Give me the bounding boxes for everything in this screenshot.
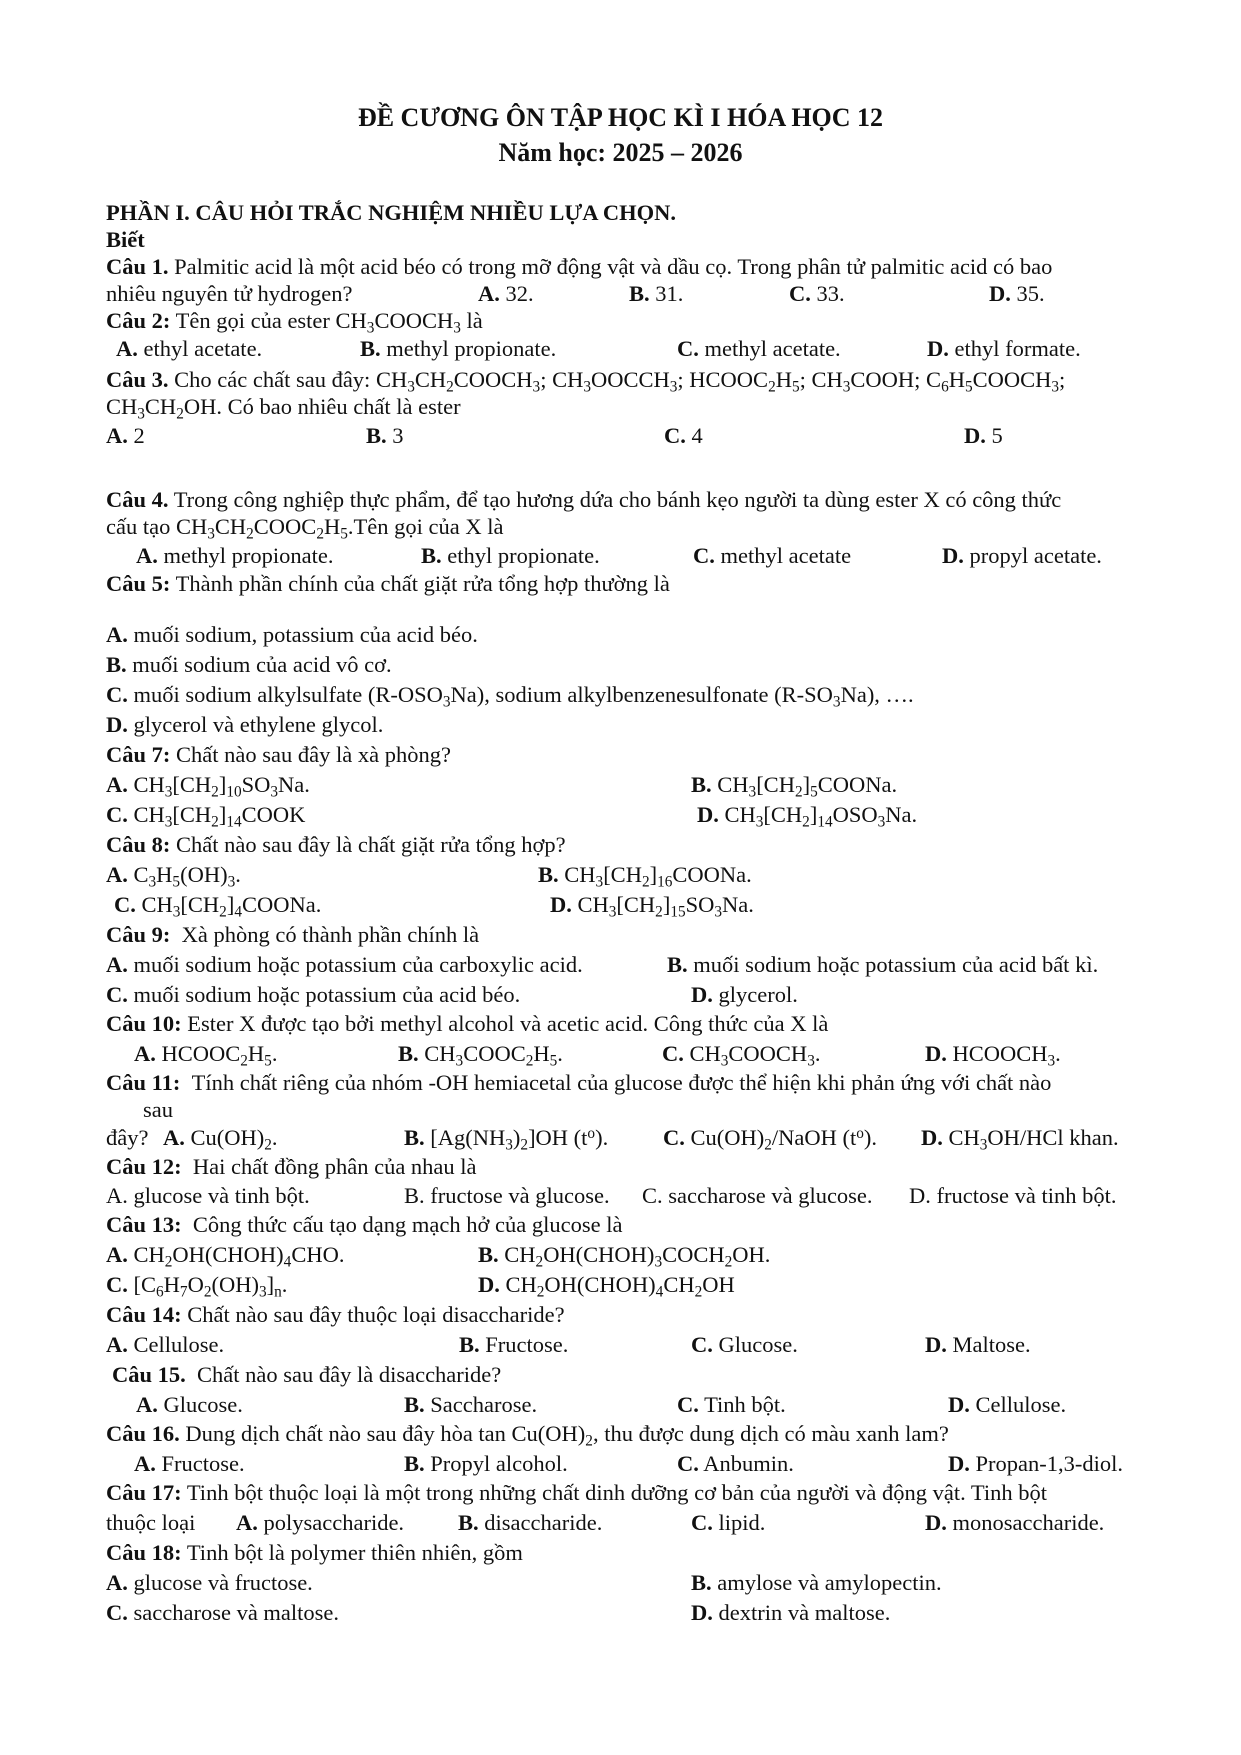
question-5 bbox=[106, 570, 670, 597]
question-stem-cont: sau bbox=[143, 1097, 173, 1122]
question-number: Câu 4. bbox=[106, 487, 169, 512]
question-number: Câu 15. bbox=[112, 1362, 186, 1387]
option-b: B. amylose và amylopectin. bbox=[691, 1570, 942, 1595]
option-a: A. $HCOOC_2H_5$. bbox=[134, 1041, 278, 1070]
question-18 bbox=[106, 1539, 523, 1566]
option-d: D. monosaccharide. bbox=[925, 1510, 1105, 1535]
option-b: B. fructose và glucose. bbox=[404, 1183, 610, 1208]
question-stem: Xà phòng có thành phần chính là bbox=[181, 922, 480, 947]
question-number: Câu 18: bbox=[106, 1540, 182, 1565]
question-stem: Dung dịch chất nào sau đây hòa $\tan Cu(OH)_2$, thu được dung dịch có màu xanh lam? bbox=[185, 1421, 949, 1450]
question-4 bbox=[106, 486, 1061, 513]
question-10 bbox=[106, 1010, 828, 1037]
option-d: D. ethyl formate. bbox=[927, 336, 1081, 361]
option-b: B. 3 bbox=[366, 423, 404, 448]
option-c: C. saccharose và maltose. bbox=[106, 1600, 340, 1625]
option-a: A. glucose và fructose. bbox=[106, 1570, 313, 1595]
question-stem-cont: đây? bbox=[106, 1125, 149, 1150]
option-b: B. disaccharide. bbox=[458, 1510, 603, 1535]
question-stem: Chất nào sau đây là disaccharide? bbox=[197, 1362, 502, 1387]
question-8 bbox=[106, 831, 566, 858]
option-d: D. propyl acetate. bbox=[942, 543, 1102, 568]
question-stem: Công thức cấu tạo dạng mạch hở của glucose là bbox=[192, 1212, 623, 1237]
option-c: C. Glucose. bbox=[691, 1332, 798, 1357]
option-d: D. Propan-1,3-diol. bbox=[948, 1451, 1123, 1476]
question-stem: Tên gọi của ester $CH_3COOCH_3$ là bbox=[175, 308, 483, 337]
option-b: B. $CH_3[CH_2]_5COONa$. bbox=[691, 772, 898, 801]
option-b: B. $CH_2OH(CHOH)_3COCH_2OH$. bbox=[478, 1242, 771, 1271]
option-c: C. 33. bbox=[789, 281, 845, 306]
question-7 bbox=[106, 741, 451, 768]
question-stem-cont: thuộc loại bbox=[106, 1510, 196, 1535]
option-b: B. Propyl alcohol. bbox=[404, 1451, 568, 1476]
option-d: D. Cellulose. bbox=[948, 1392, 1067, 1417]
question-stem: Tinh bột là polymer thiên nhiên, gồm bbox=[186, 1540, 523, 1565]
question-stem: Trong công nghiệp thực phẩm, để tạo hương dứa cho bánh kẹo người ta dùng ester X có công thức bbox=[173, 487, 1062, 512]
option-a: A. $CH_2OH(CHOH)_4CHO$. bbox=[106, 1242, 345, 1271]
option-a: A. Fructose. bbox=[134, 1451, 245, 1476]
option-b: B. 31. bbox=[629, 281, 684, 306]
question-number: Câu 2: bbox=[106, 308, 171, 333]
option-d: D. glycerol. bbox=[691, 982, 798, 1007]
question-14 bbox=[106, 1301, 565, 1328]
question-number: Câu 9: bbox=[106, 922, 171, 947]
option-c: C. $CH_3[CH_2]_4COONa$. bbox=[114, 892, 322, 921]
question-number: Câu 11: bbox=[106, 1070, 181, 1095]
question-17 bbox=[106, 1479, 1047, 1506]
question-stem: Cho các chất sau đây: $CH_3CH_2COOCH_3$; $CH_3OOCCH_3$; $HCOOC_2H_5$; $CH_3COOH$; $C_6H_5COOCH_3$; bbox=[174, 367, 1066, 396]
option-d: D. 5 bbox=[964, 423, 1003, 448]
option-c: C. Anbumin. bbox=[677, 1451, 794, 1476]
option-c: C. muối sodium alkylsulfate $(R-OSO_3Na)$, sodium alkylbenzenesulfonate $(R-SO_3Na)$, …. bbox=[106, 682, 914, 711]
option-d: D. Maltose. bbox=[925, 1332, 1031, 1357]
option-a: A. Cellulose. bbox=[106, 1332, 225, 1357]
option-a: A. glucose và tinh bột. bbox=[106, 1183, 310, 1208]
question-number: Câu 3. bbox=[106, 367, 169, 392]
option-c: C. 4 bbox=[664, 423, 703, 448]
question-16 bbox=[106, 1420, 949, 1450]
question-11 bbox=[106, 1069, 1051, 1096]
option-a: A. 32. bbox=[478, 281, 534, 306]
option-c: C. muối sodium hoặc potassium của acid béo. bbox=[106, 982, 521, 1007]
section-heading: PHẦN I. CÂU HỎI TRẮC NGHIỆM NHIỀU LỰA CHỌN. bbox=[106, 200, 677, 225]
question-number: Câu 14: bbox=[106, 1302, 182, 1327]
question-stem-cont: $CH_3CH_2OH$. Có bao nhiêu chất là ester bbox=[106, 394, 461, 423]
document-title: ĐỀ CƯƠNG ÔN TẬP HỌC KÌ I HÓA HỌC 12 bbox=[357, 103, 884, 132]
question-3 bbox=[106, 366, 1066, 396]
question-number: Câu 5: bbox=[106, 571, 171, 596]
question-2 bbox=[106, 307, 483, 337]
option-a: A. methyl propionate. bbox=[136, 543, 334, 568]
option-a: A. ethyl acetate. bbox=[116, 336, 263, 361]
option-b: B. methyl propionate. bbox=[360, 336, 557, 361]
question-12 bbox=[106, 1153, 477, 1180]
option-a: A. Glucose. bbox=[136, 1392, 243, 1417]
option-a: A. $Cu(OH)_2$. bbox=[163, 1125, 278, 1154]
option-a: A. $CH_3[CH_2]_{10}SO_3Na$. bbox=[106, 772, 310, 801]
option-c: C. $[C_6H_7O_2(OH)_3]_n$. bbox=[106, 1272, 288, 1301]
option-d: D. 35. bbox=[989, 281, 1045, 306]
option-a: A. muối sodium, potassium của acid béo. bbox=[106, 622, 478, 647]
option-a: A. 2 bbox=[106, 423, 145, 448]
question-number: Câu 1. bbox=[106, 254, 169, 279]
question-stem: Hai chất đồng phân của nhau là bbox=[192, 1154, 477, 1179]
question-number: Câu 12: bbox=[106, 1154, 182, 1179]
school-year: Năm học: 2025 – 2026 bbox=[498, 138, 743, 167]
option-b: B. Saccharose. bbox=[404, 1392, 538, 1417]
question-stem: Tinh bột thuộc loại là một trong những chất dinh dưỡng cơ bản của người và động vật. Tinh bột bbox=[186, 1480, 1048, 1505]
question-stem: Palmitic acid là một acid béo có trong mỡ động vật và dầu cọ. Trong phân tử palmitic acid có bao bbox=[174, 254, 1053, 279]
option-d: D. $CH_3[CH_2]_{15}SO_3Na$. bbox=[550, 892, 754, 921]
question-number: Câu 13: bbox=[106, 1212, 182, 1237]
question-15 bbox=[112, 1361, 501, 1388]
question-number: Câu 10: bbox=[106, 1011, 182, 1036]
question-stem: Ester X được tạo bởi methyl alcohol và acetic acid. Công thức của X là bbox=[187, 1011, 829, 1036]
question-number: Câu 7: bbox=[106, 742, 171, 767]
option-d: D. glycerol và ethylene glycol. bbox=[106, 712, 384, 737]
question-9 bbox=[106, 921, 479, 948]
question-13 bbox=[106, 1211, 622, 1238]
option-d: D. $HCOOCH_3$. bbox=[925, 1041, 1061, 1070]
question-stem: Thành phần chính của chất giặt rửa tổng hợp thường là bbox=[175, 571, 670, 596]
question-stem: Tính chất riêng của nhóm -OH hemiacetal của glucose được thể hiện khi phản ứng với chất nào bbox=[191, 1070, 1052, 1095]
option-a: A. muối sodium hoặc potassium của carboxylic acid. bbox=[106, 952, 583, 977]
option-c: C. methyl acetate bbox=[693, 543, 852, 568]
question-stem-cont: cấu tạo $CH_3CH_2COOC_2H_5.Tên$ gọi của X là bbox=[106, 514, 504, 543]
question-1 bbox=[106, 253, 1052, 280]
option-d: D. dextrin và maltose. bbox=[691, 1600, 891, 1625]
option-c: C. saccharose và glucose. bbox=[642, 1183, 873, 1208]
option-b: B. ethyl propionate. bbox=[421, 543, 600, 568]
option-c: C. lipid. bbox=[691, 1510, 766, 1535]
question-stem: Chất nào sau đây là chất giặt rửa tổng hợp? bbox=[176, 832, 566, 857]
option-c: C. methyl acetate. bbox=[677, 336, 841, 361]
question-stem-cont: nhiêu nguyên tử hydrogen? bbox=[106, 281, 353, 306]
question-number: Câu 16. bbox=[106, 1421, 180, 1446]
option-b: B. Fructose. bbox=[459, 1332, 569, 1357]
question-number: Câu 8: bbox=[106, 832, 171, 857]
option-b: B. $CH_3COOC_2H_5$. bbox=[398, 1041, 563, 1070]
option-c: C. $CH_3COOCH_3$. bbox=[662, 1041, 821, 1070]
option-d: D. $CH_3[CH_2]_{14}OSO_3Na$. bbox=[697, 802, 918, 831]
option-b: B. muối sodium của acid vô cơ. bbox=[106, 652, 392, 677]
option-d: D. fructose và tinh bột. bbox=[909, 1183, 1117, 1208]
option-c: C. $Cu(OH)_2$/NaOH $(t^o)$. bbox=[663, 1125, 878, 1154]
option-a: A. $C_3H_5(OH)_3$. bbox=[106, 862, 241, 891]
level-label: Biết bbox=[106, 227, 145, 252]
option-b: B. $CH_3[CH_2]_{16}COONa$. bbox=[538, 862, 752, 891]
question-stem: Chất nào sau đây thuộc loại disaccharide? bbox=[187, 1302, 565, 1327]
option-b: B. $[Ag(NH_3)_2]OH$ $(t^o)$. bbox=[404, 1125, 609, 1154]
question-number: Câu 17: bbox=[106, 1480, 182, 1505]
option-b: B. muối sodium hoặc potassium của acid bất kì. bbox=[667, 952, 1099, 977]
option-c: C. Tinh bột. bbox=[677, 1392, 786, 1417]
option-a: A. polysaccharide. bbox=[236, 1510, 405, 1535]
option-d: D. $CH_2OH(CHOH)_4CH_2OH$ bbox=[478, 1272, 735, 1301]
question-stem: Chất nào sau đây là xà phòng? bbox=[176, 742, 451, 767]
option-d: D. $CH_3OH$/HCl khan. bbox=[921, 1125, 1119, 1154]
option-c: C. $CH_3[CH_2]_{14}COOK$ bbox=[106, 802, 306, 831]
